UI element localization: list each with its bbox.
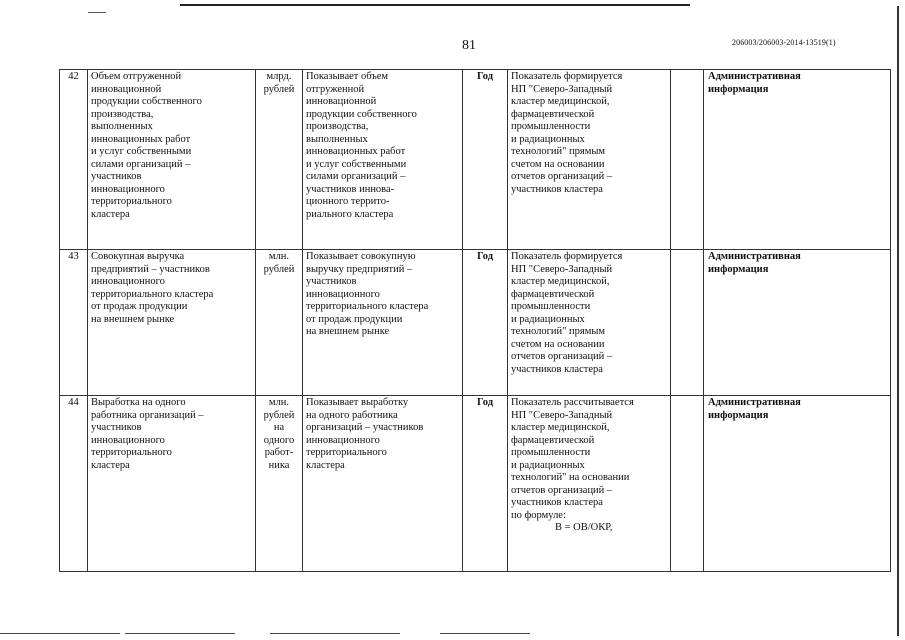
periodicity: Год <box>463 396 508 572</box>
empty-cell <box>671 396 704 572</box>
unit-of-measure: млн. рублей на одного работ- ника <box>256 396 303 572</box>
unit-of-measure: млрд. рублей <box>256 70 303 250</box>
row-number: 43 <box>60 250 88 396</box>
table-row <box>60 70 891 250</box>
calculation-method <box>508 396 671 572</box>
method-text: Показатель формируется НП "Северо-Западный кластер медицинской, фармацевтической промышленности и радиационных технологий" прямым счетом на основании отчетов организаций – участников кластера <box>511 251 623 375</box>
page-edge <box>897 6 899 636</box>
table-row <box>60 250 891 396</box>
formula: В = ОВ/ОКР, <box>555 522 613 533</box>
row-number: 42 <box>60 70 88 250</box>
periodicity: Год <box>463 250 508 396</box>
page-number: 81 <box>462 38 476 53</box>
indicator-description: Показывает объем отгруженной инновационной продукции собственного производства, выполненных инновационных работ и услуг собственными силами организаций – участников иннова- ционного террито- риального кластера <box>303 70 463 250</box>
indicator-description: Показывает совокупную выручку предприятий – участников инновационного территориального кластера от продаж продукции на внешнем рынке <box>303 250 463 396</box>
top-dash <box>88 12 106 13</box>
unit-of-measure: млн. рублей <box>256 250 303 396</box>
indicator-name: Совокупная выручка предприятий – участников инновационного территориального кластера от продаж продукции на внешнем рынке <box>88 250 256 396</box>
periodicity: Год <box>463 70 508 250</box>
method-text: Показатель формируется НП "Северо-Западный кластер медицинской, фармацевтической промышленности и радиационных технологий" прямым счетом на основании отчетов организаций – участников кластера <box>511 71 623 195</box>
calculation-method <box>508 250 671 396</box>
indicators-table <box>59 69 891 572</box>
table-row <box>60 396 891 572</box>
bottom-rule <box>440 633 530 634</box>
bottom-rule <box>0 633 120 634</box>
empty-cell <box>671 70 704 250</box>
method-text: Показатель рассчитывается НП "Северо-Западный кластер медицинской, фармацевтической промышленности и радиационных технологий" на основании отчетов организаций – участников кластера по формуле: <box>511 397 634 521</box>
indicator-name: Выработка на одного работника организаций – участников инновационного территориального кластера <box>88 396 256 572</box>
data-source: Административная информация <box>704 250 891 396</box>
document-code: 206003/206003-2014-13519(1) <box>732 38 836 47</box>
row-number: 44 <box>60 396 88 572</box>
empty-cell <box>671 250 704 396</box>
indicator-name: Объем отгруженной инновационной продукции собственного производства, выполненных инновационных работ и услуг собственными силами организаций – участников инновационного территориального кластера <box>88 70 256 250</box>
bottom-rule <box>270 633 400 634</box>
top-rule <box>180 4 690 6</box>
bottom-rule <box>125 633 235 634</box>
data-source: Административная информация <box>704 70 891 250</box>
calculation-method <box>508 70 671 250</box>
data-source: Административная информация <box>704 396 891 572</box>
indicator-description: Показывает выработку на одного работника организаций – участников инновационного территориального кластера <box>303 396 463 572</box>
